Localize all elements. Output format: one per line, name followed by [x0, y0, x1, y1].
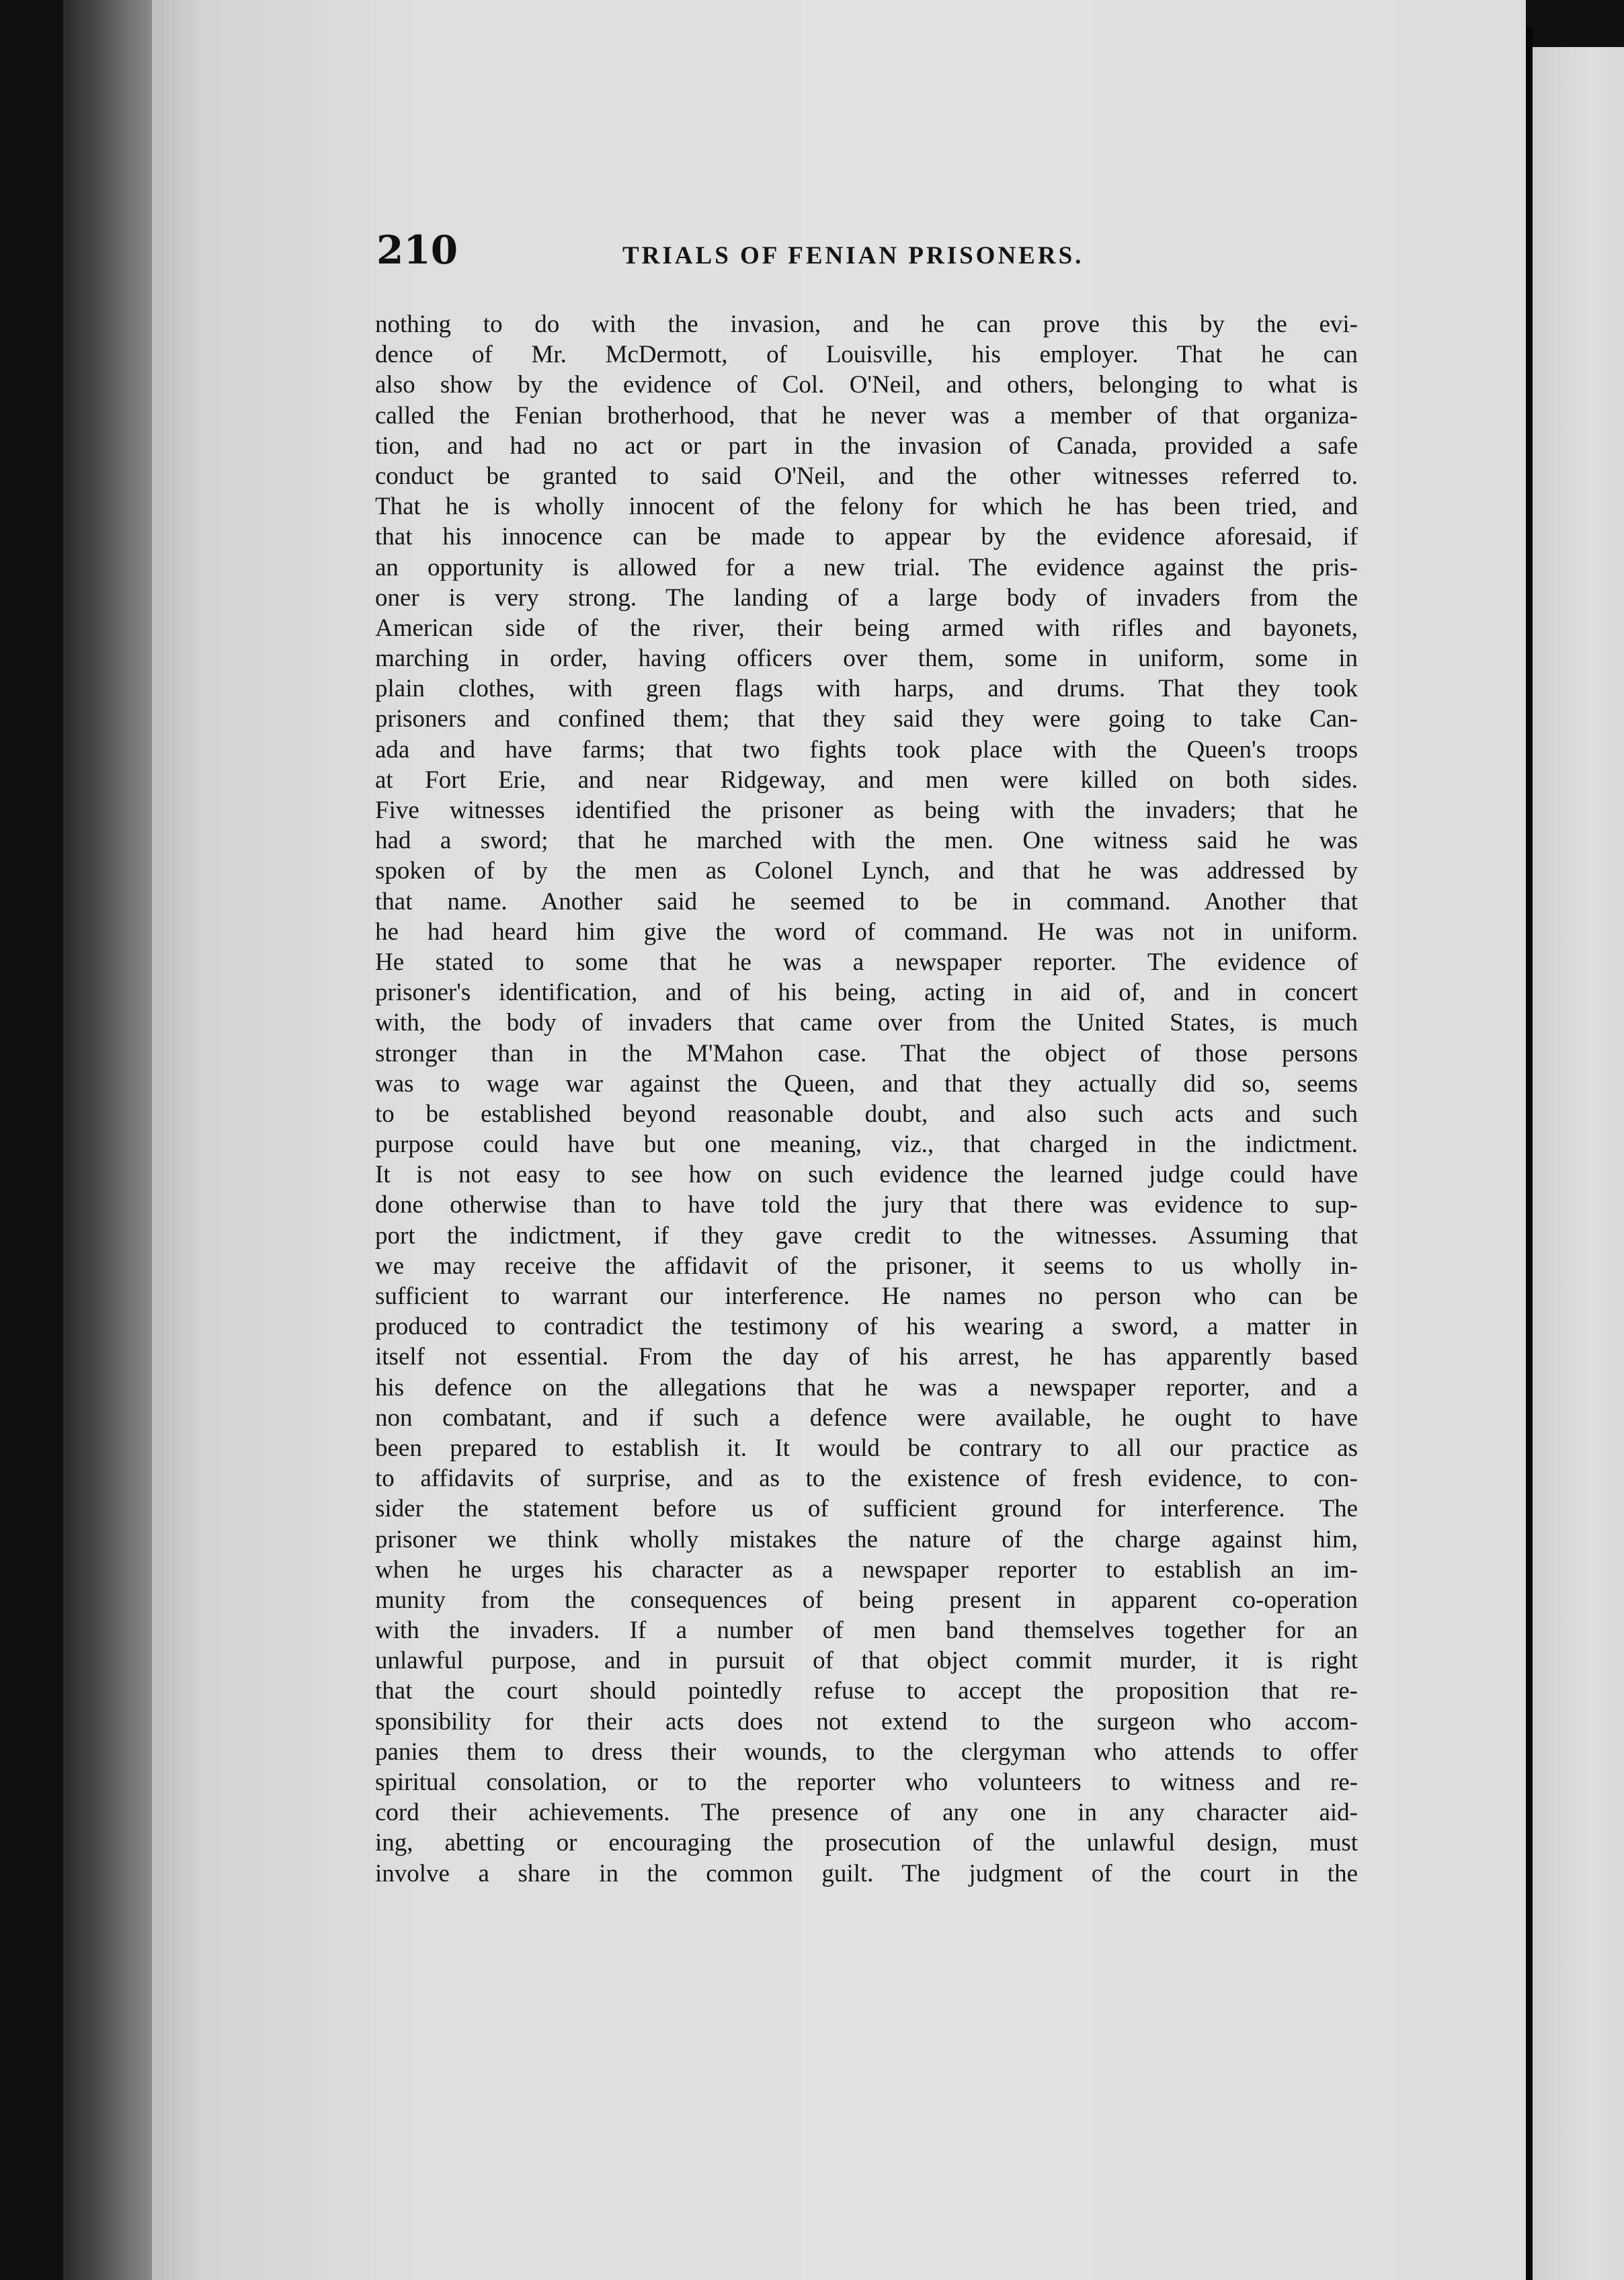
text-line: prisoner we think wholly mistakes the nature of the charge against him,	[375, 1525, 1358, 1553]
text-line: with the invaders. If a number of men band themselves together for an	[375, 1617, 1358, 1645]
text-line: he had heard him give the word of command. He was not in uniform.	[375, 918, 1358, 946]
page-number: 210	[376, 227, 458, 273]
text-line: tion, and had no act or part in the invasion of Canada, provided a safe	[375, 432, 1358, 460]
text-line: that the court should pointedly refuse to accept the proposition that re-	[375, 1677, 1358, 1705]
text-line: conduct be granted to said O'Neil, and the other witnesses referred to.	[375, 462, 1358, 490]
text-line: Five witnesses identified the prisoner as being with the invaders; that he	[375, 797, 1358, 824]
text-line: That he is wholly innocent of the felony for which he has been tried, and	[375, 493, 1358, 521]
text-line: He stated to some that he was a newspaper reporter. The evidence of	[375, 948, 1358, 976]
text-line: purpose could have but one meaning, viz., that charged in the indictment.	[375, 1131, 1358, 1159]
text-line: It is not easy to see how on such evidence the learned judge could have	[375, 1161, 1358, 1189]
running-title: TRIALS OF FENIAN PRISONERS.	[622, 242, 1084, 270]
text-line: produced to contradict the testimony of his wearing a sword, a matter in	[375, 1313, 1358, 1341]
text-line: sufficient to warrant our interference. He names no person who can be	[375, 1282, 1358, 1310]
text-line: itself not essential. From the day of his arrest, he has apparently based	[375, 1343, 1358, 1371]
running-header	[376, 223, 1385, 284]
text-line: called the Fenian brotherhood, that he never was a member of that organiza-	[375, 401, 1358, 430]
text-line: that name. Another said he seemed to be in command. Another that	[375, 887, 1358, 915]
text-line: been prepared to establish it. It would be contrary to all our practice as	[375, 1434, 1358, 1462]
text-line: prisoners and confined them; that they said they were going to take Can-	[375, 705, 1358, 733]
text-line: nothing to do with the invasion, and he can prove this by the evi-	[375, 311, 1358, 338]
text-line: his defence on the allegations that he was a newspaper reporter, and a	[375, 1373, 1358, 1401]
text-line: munity from the consequences of being present in apparent co-operation	[375, 1586, 1358, 1614]
text-line: marching in order, having officers over them, some in uniform, some in	[375, 645, 1358, 673]
page-gutter-edge	[1526, 27, 1533, 2280]
text-line: plain clothes, with green flags with harps, and drums. That they took	[375, 675, 1358, 703]
text-line: spoken of by the men as Colonel Lynch, and that he was addressed by	[375, 857, 1358, 885]
book-spine-shadow	[63, 0, 152, 2280]
text-line: unlawful purpose, and in pursuit of that object commit murder, it is right	[375, 1647, 1358, 1675]
text-line: involve a share in the common guilt. The judgment of the court in the	[375, 1859, 1358, 1887]
text-line: was to wage war against the Queen, and that they actually did so, seems	[375, 1069, 1358, 1098]
text-line: when he urges his character as a newspaper reporter to establish an im-	[375, 1555, 1358, 1584]
text-line: prisoner's identification, and of his being, acting in aid of, and in concert	[375, 979, 1358, 1007]
text-line: that his innocence can be made to appear by the evidence aforesaid, if	[375, 523, 1358, 551]
text-line: we may receive the affidavit of the prisoner, it seems to us wholly in-	[375, 1252, 1358, 1280]
text-line: sider the statement before us of sufficient ground for interference. The	[375, 1495, 1358, 1523]
text-line: sponsibility for their acts does not extend to the surgeon who accom-	[375, 1707, 1358, 1736]
text-line: American side of the river, their being armed with rifles and bayonets,	[375, 614, 1358, 642]
adjacent-page-edge	[1533, 47, 1624, 2280]
text-line: with, the body of invaders that came over from the United States, is much	[375, 1009, 1358, 1037]
text-line: done otherwise than to have told the jury that there was evidence to sup-	[375, 1191, 1358, 1219]
text-line: dence of Mr. McDermott, of Louisville, his employer. That he can	[375, 341, 1358, 369]
text-line: spiritual consolation, or to the reporter who volunteers to witness and re-	[375, 1768, 1358, 1796]
body-text	[375, 309, 1358, 1889]
text-line: port the indictment, if they gave credit to the witnesses. Assuming that	[375, 1221, 1358, 1250]
text-line: to affidavits of surprise, and as to the existence of fresh evidence, to con-	[375, 1465, 1358, 1493]
text-line: oner is very strong. The landing of a large body of invaders from the	[375, 583, 1358, 612]
text-line: cord their achievements. The presence of any one in any character aid-	[375, 1799, 1358, 1827]
text-line: ing, abetting or encouraging the prosecution of the unlawful design, must	[375, 1829, 1358, 1857]
text-line: had a sword; that he marched with the men. One witness said he was	[375, 827, 1358, 855]
text-line: panies them to dress their wounds, to the clergyman who attends to offer	[375, 1738, 1358, 1766]
text-line: stronger than in the M'Mahon case. That the object of those persons	[375, 1039, 1358, 1067]
text-line: an opportunity is allowed for a new trial. The evidence against the pris-	[375, 553, 1358, 581]
text-line: non combatant, and if such a defence were available, he ought to have	[375, 1403, 1358, 1432]
text-line: also show by the evidence of Col. O'Neil, and others, belonging to what is	[375, 371, 1358, 399]
text-line: at Fort Erie, and near Ridgeway, and men were killed on both sides.	[375, 766, 1358, 794]
text-line: to be established beyond reasonable doubt, and also such acts and such	[375, 1100, 1358, 1128]
text-line: ada and have farms; that two fights took place with the Queen's troops	[375, 735, 1358, 764]
